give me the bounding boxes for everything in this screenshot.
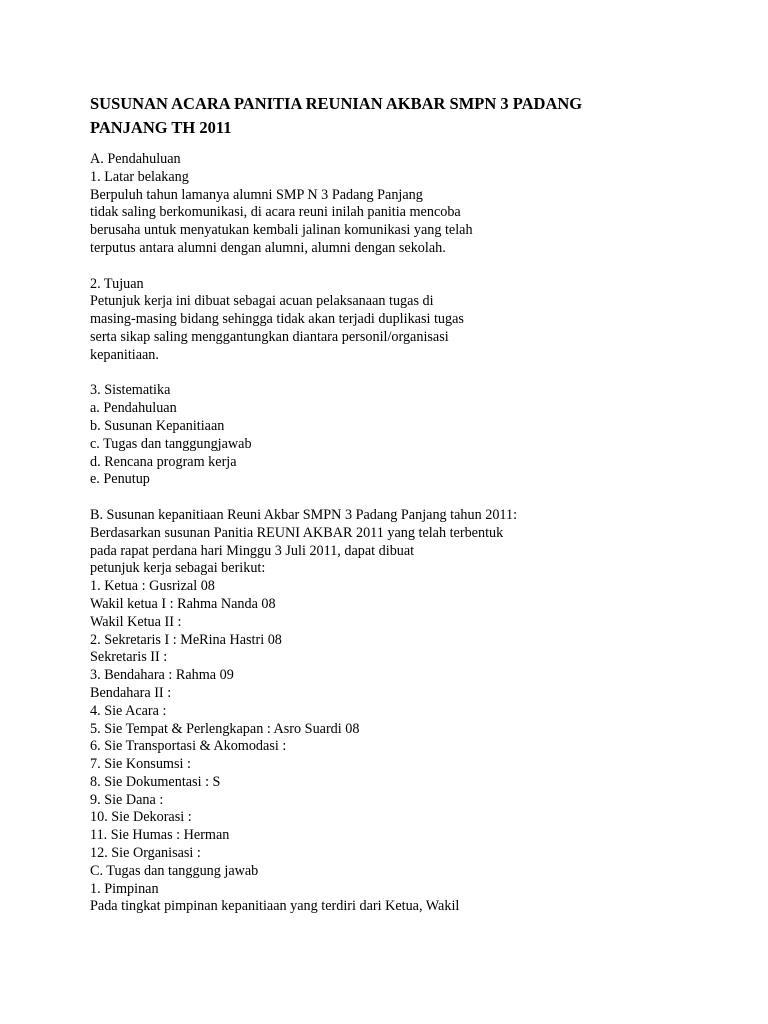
sistematika-line: e. Penutup [90, 471, 150, 488]
sistematika-line: d. Rencana program kerja [90, 453, 237, 470]
document-body [90, 151, 710, 916]
section-a-line: A. Pendahuluan [90, 151, 181, 167]
tujuan-block [90, 276, 710, 365]
section-b-line: Bendahara II : [90, 684, 172, 701]
tujuan-line: Petunjuk kerja ini dibuat sebagai acuan pelaksanaan tugas di [90, 293, 434, 310]
paragraph-gap [90, 489, 710, 507]
tujuan-line: serta sikap saling menggantungkan diantara personil/organisasi [90, 328, 449, 345]
sistematika-line: a. Pendahuluan [90, 400, 177, 417]
section-b-line: 2. Sekretaris I : MeRina Hastri 08 [90, 631, 282, 648]
title-line-2: PANJANG TH 2011 [90, 118, 232, 137]
section-a-line: 1. Latar belakang [90, 168, 189, 185]
section-a-block [90, 151, 710, 258]
sistematika-line: 3. Sistematika [90, 382, 171, 399]
paragraph-gap [90, 258, 710, 276]
paragraph-gap [90, 365, 710, 383]
section-b-line: B. Susunan kepanitiaan Reuni Akbar SMPN 3 Padang Panjang tahun 2011: [90, 506, 518, 523]
section-b-line: 8. Sie Dokumentasi : S [90, 773, 221, 790]
section-b-line: Pada tingkat pimpinan kepanitiaan yang terdiri dari Ketua, Wakil [90, 898, 460, 915]
section-b-line: 1. Ketua : Gusrizal 08 [90, 578, 215, 595]
section-b-line: 10. Sie Dekorasi : [90, 809, 192, 826]
section-b-line: C. Tugas dan tanggung jawab [90, 862, 259, 879]
section-b-line: 4. Sie Acara : [90, 702, 167, 719]
title-line-1: SUSUNAN ACARA PANITIA REUNIAN AKBAR SMPN 3 PADANG [90, 94, 583, 113]
sistematika-block [90, 382, 710, 489]
section-b-line: 12. Sie Organisasi : [90, 845, 201, 862]
section-b-line: pada rapat perdana hari Minggu 3 Juli 2011, dapat dibuat [90, 542, 415, 559]
section-b-line: petunjuk kerja sebagai berikut: [90, 560, 266, 577]
section-a-line: berusaha untuk menyatukan kembali jalinan komunikasi yang telah [90, 222, 473, 239]
tujuan-line: kepanitiaan. [90, 346, 159, 363]
tujuan-line: 2. Tujuan [90, 275, 144, 292]
section-b-line: 5. Sie Tempat & Perlengkapan : Asro Suardi 08 [90, 720, 360, 737]
section-a-line: terputus antara alumni dengan alumni, alumni dengan sekolah. [90, 239, 446, 256]
tujuan-line: masing-masing bidang sehingga tidak akan terjadi duplikasi tugas [90, 311, 464, 328]
section-b-line: 3. Bendahara : Rahma 09 [90, 667, 234, 684]
section-b-line: Wakil ketua I : Rahma Nanda 08 [90, 595, 276, 612]
section-b-line: Wakil Ketua II : [90, 613, 182, 630]
document-title [90, 92, 650, 140]
section-b-line: Sekretaris II : [90, 649, 168, 666]
section-b-line: 1. Pimpinan [90, 880, 159, 897]
section-b-line: 7. Sie Konsumsi : [90, 756, 191, 773]
section-b-line: 11. Sie Humas : Herman [90, 827, 230, 844]
sistematika-line: c. Tugas dan tanggungjawab [90, 435, 252, 452]
section-a-line: tidak saling berkomunikasi, di acara reuni inilah panitia mencoba [90, 204, 461, 221]
section-b-line: 9. Sie Dana : [90, 791, 164, 808]
section-b-block [90, 507, 710, 916]
section-b-line: 6. Sie Transportasi & Akomodasi : [90, 738, 287, 755]
section-a-line: Berpuluh tahun lamanya alumni SMP N 3 Padang Panjang [90, 186, 423, 203]
section-b-line: Berdasarkan susunan Panitia REUNI AKBAR 2011 yang telah terbentuk [90, 524, 504, 541]
sistematika-line: b. Susunan Kepanitiaan [90, 417, 225, 434]
